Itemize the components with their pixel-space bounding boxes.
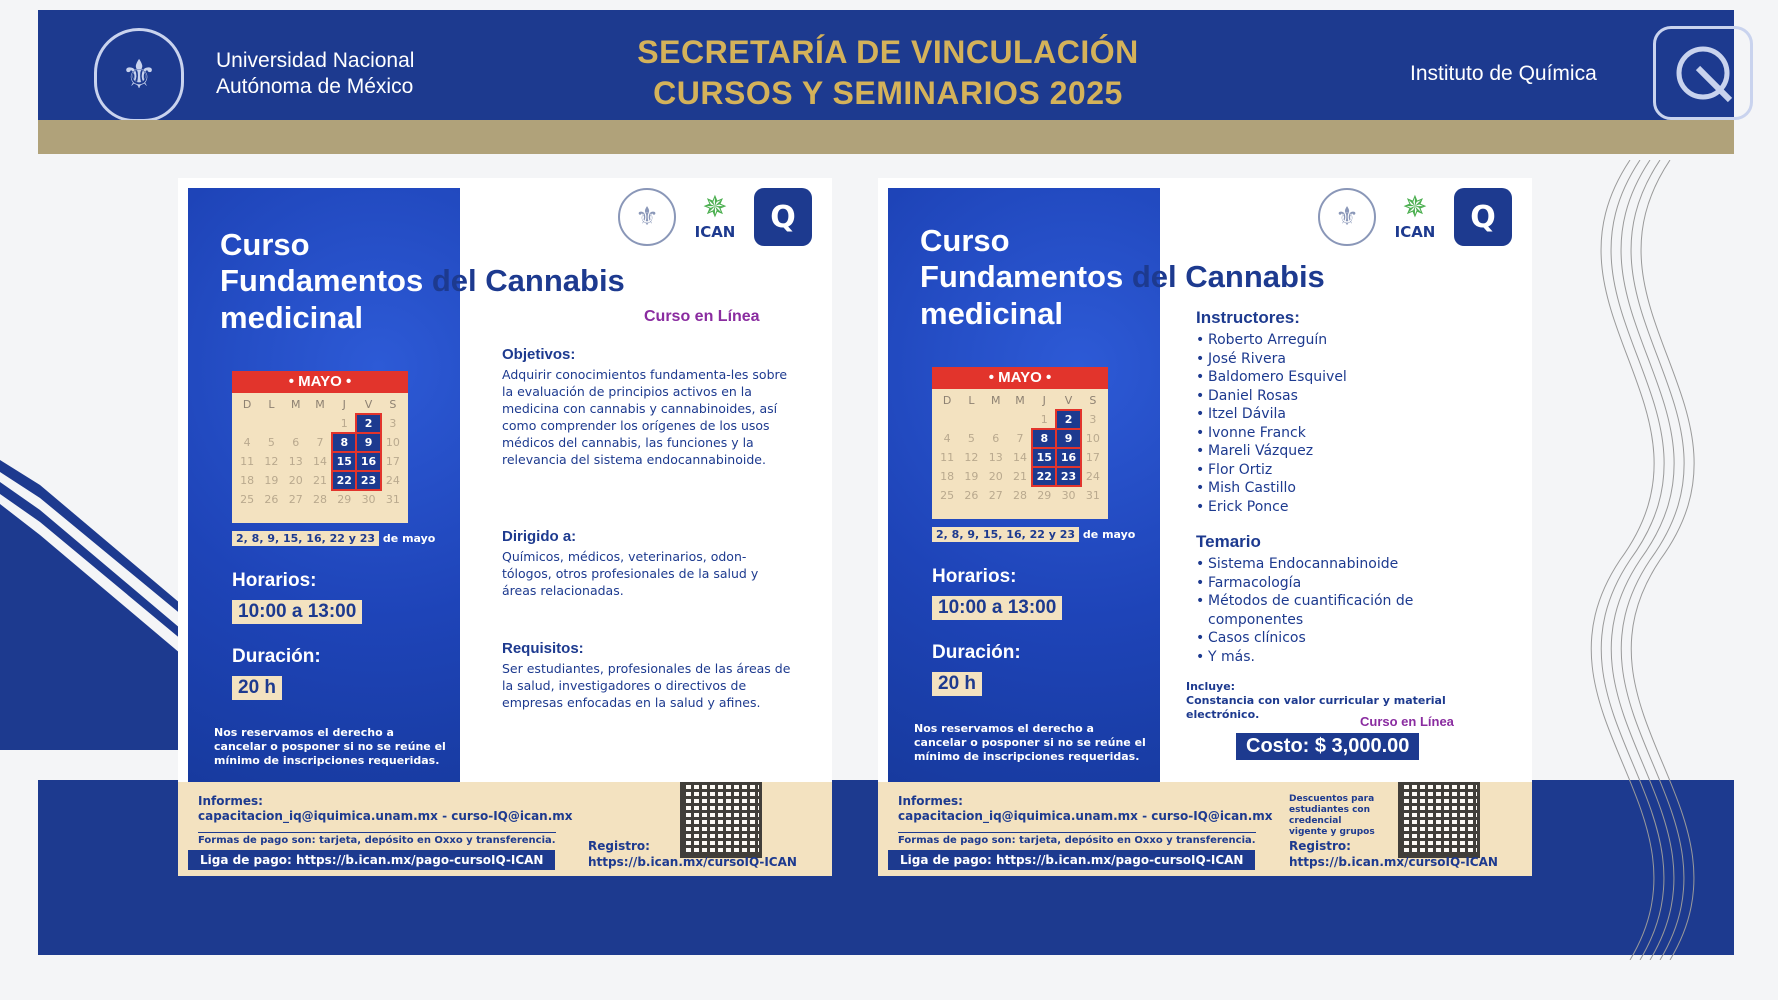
calendar-day: 10 bbox=[1085, 432, 1100, 445]
flyer-footer bbox=[178, 782, 832, 876]
gold-divider bbox=[38, 120, 1734, 154]
payment-forms: Formas de pago son: tarjeta, depósito en Oxxo y transferencia. bbox=[198, 832, 556, 846]
topic-list bbox=[1196, 555, 1496, 666]
calendar-day: 6 bbox=[992, 432, 1000, 445]
calendar-day: 29 bbox=[337, 493, 352, 506]
course-dates: 2, 8, 9, 15, 16, 22 y 23 de mayo bbox=[232, 532, 435, 545]
calendar-day: 26 bbox=[964, 489, 979, 502]
course-title-line3: medicinal bbox=[220, 300, 363, 335]
calendar-day: 3 bbox=[389, 417, 397, 430]
instructor-item: • Flor Ortiz bbox=[1196, 461, 1496, 480]
calendar-day: 29 bbox=[1037, 489, 1052, 502]
modality-label: Curso en Línea bbox=[644, 308, 760, 325]
iq-logo-icon: Q bbox=[754, 188, 812, 246]
calendar-day: 28 bbox=[1012, 489, 1027, 502]
calendar-day: 23 bbox=[1057, 468, 1079, 485]
audience-section: Dirigido a: Químicos, médicos, veterinarios, odon-tólogos, otros profesionales de la salud y áreas relacionadas. bbox=[502, 528, 759, 598]
calendar-day: 5 bbox=[967, 432, 975, 445]
calendar-day: 18 bbox=[240, 474, 255, 487]
calendar-month: • MAYO • bbox=[932, 367, 1108, 389]
calendar-day: 19 bbox=[964, 470, 979, 483]
ican-logo-icon: ✵ ICAN bbox=[1394, 190, 1436, 241]
instructor-item: • Roberto Arreguín bbox=[1196, 331, 1496, 350]
instructor-item: • Erick Ponce bbox=[1196, 498, 1496, 517]
institute-name: Instituto de Química bbox=[1410, 62, 1597, 85]
page-title: SECRETARÍA DE VINCULACIÓN CURSOS Y SEMINARIOS 2025 bbox=[637, 34, 1139, 111]
calendar-day: 20 bbox=[988, 470, 1003, 483]
schedule-value: 10:00 a 13:00 bbox=[232, 600, 362, 624]
instructor-item: • José Rivera bbox=[1196, 350, 1496, 369]
calendar-day: 19 bbox=[264, 474, 279, 487]
calendar-day: 15 bbox=[333, 453, 355, 470]
calendar-weekday: M bbox=[315, 398, 325, 411]
calendar-day: 25 bbox=[940, 489, 955, 502]
calendar-day: 26 bbox=[264, 493, 279, 506]
course-title: Fundamentos del Cannabis bbox=[920, 259, 1325, 294]
calendar-day: 31 bbox=[1085, 489, 1100, 502]
instructor-item: • Baldomero Esquivel bbox=[1196, 368, 1496, 387]
calendar-day: 21 bbox=[1012, 470, 1027, 483]
calendar-day: 27 bbox=[288, 493, 303, 506]
calendar-day: 7 bbox=[1016, 432, 1024, 445]
calendar-grid bbox=[932, 389, 1108, 507]
calendar-day: 30 bbox=[361, 493, 376, 506]
payment-forms: Formas de pago son: tarjeta, depósito en Oxxo y transferencia. bbox=[898, 832, 1256, 846]
calendar-month: • MAYO • bbox=[232, 371, 408, 393]
discount-note: Descuentos para estudiantes con credencial vigente y grupos bbox=[1289, 794, 1375, 837]
calendar-day: 27 bbox=[988, 489, 1003, 502]
calendar-day: 12 bbox=[264, 455, 279, 468]
instructor-item: • Itzel Dávila bbox=[1196, 405, 1496, 424]
duration-value: 20 h bbox=[232, 676, 282, 700]
calendar-weekday: L bbox=[968, 394, 975, 407]
unam-seal-icon: ⚜ bbox=[94, 28, 184, 122]
schedule-label: Horarios: bbox=[932, 566, 1017, 587]
calendar-day bbox=[236, 415, 258, 432]
calendar-day bbox=[960, 411, 982, 428]
calendar-day: 24 bbox=[385, 474, 400, 487]
instructor-item: • Ivonne Franck bbox=[1196, 424, 1496, 443]
disclaimer: Nos reservamos el derecho a cancelar o posponer si no se reúne el mínimo de inscripciones requeridas. bbox=[214, 726, 446, 767]
calendar-day bbox=[260, 415, 282, 432]
modality-label: Curso en Línea bbox=[1360, 714, 1454, 729]
calendar-day: 13 bbox=[288, 455, 303, 468]
calendar-day: 22 bbox=[1033, 468, 1055, 485]
schedule-value: 10:00 a 13:00 bbox=[932, 596, 1062, 620]
calendar-day: 1 bbox=[340, 417, 348, 430]
objectives-section: Objetivos: Adquirir conocimientos fundamenta-les sobre la evaluación de principios activos en la medicina con cannabis y cannabinoides, así como comprender los orígenes de los usos médicos del cannabis, las funciones y la relevancia del sistema endocannabinoide. bbox=[502, 346, 788, 467]
topic-item: • Casos clínicos bbox=[1196, 629, 1496, 648]
course-flyer-left bbox=[178, 178, 832, 876]
calendar-day: 4 bbox=[243, 436, 251, 449]
calendar-day: 20 bbox=[288, 474, 303, 487]
calendar-weekday: M bbox=[990, 394, 1001, 407]
payment-link[interactable]: Liga de pago: https://b.ican.mx/pago-cursoIQ-ICAN bbox=[888, 850, 1255, 870]
duration-label: Duración: bbox=[232, 646, 321, 667]
calendar-day: 12 bbox=[964, 451, 979, 464]
unam-logo-icon: ⚜ bbox=[1318, 188, 1376, 246]
calendar-day: 5 bbox=[267, 436, 275, 449]
calendar-weekday: S bbox=[1089, 394, 1097, 407]
calendar-day: 16 bbox=[357, 453, 379, 470]
calendar-day: 4 bbox=[943, 432, 951, 445]
calendar-weekday: L bbox=[268, 398, 275, 411]
calendar-weekday: D bbox=[942, 394, 952, 407]
partner-logos bbox=[1318, 186, 1512, 248]
calendar-day bbox=[1009, 411, 1031, 428]
calendar-day bbox=[285, 415, 307, 432]
schedule-label: Horarios: bbox=[232, 570, 317, 591]
calendar-day: 8 bbox=[1033, 430, 1055, 447]
calendar-day: 11 bbox=[240, 455, 255, 468]
duration-value: 20 h bbox=[932, 672, 982, 696]
may-calendar bbox=[932, 367, 1108, 519]
calendar-day: 14 bbox=[312, 455, 327, 468]
calendar-weekday: J bbox=[1042, 394, 1046, 407]
calendar-weekday: S bbox=[389, 398, 397, 411]
calendar-day: 7 bbox=[316, 436, 324, 449]
unam-logo-icon: ⚜ bbox=[618, 188, 676, 246]
calendar-weekday: J bbox=[342, 398, 346, 411]
iq-logo-icon bbox=[1653, 26, 1753, 120]
ican-logo-icon: ✵ ICAN bbox=[694, 190, 736, 241]
calendar-day bbox=[309, 415, 331, 432]
calendar-day: 2 bbox=[1057, 411, 1079, 428]
calendar-day: 10 bbox=[385, 436, 400, 449]
calendar-day: 24 bbox=[1085, 470, 1100, 483]
instructor-item: • Mareli Vázquez bbox=[1196, 442, 1496, 461]
info-contact: Informes: capacitacion_iq@iquimica.unam.mx - curso-IQ@ican.mx bbox=[198, 794, 573, 823]
iq-logo-icon: Q bbox=[1454, 188, 1512, 246]
calendar-day: 21 bbox=[312, 474, 327, 487]
calendar-day: 11 bbox=[940, 451, 955, 464]
topic-item: • Farmacología bbox=[1196, 574, 1496, 593]
topic-item: • Sistema Endocannabinoide bbox=[1196, 555, 1496, 574]
calendar-weekday: M bbox=[290, 398, 301, 411]
instructors-section: Instructores: • Roberto Arreguín • José Rivera • Baldomero Esquivel • Daniel Rosas • Itzel Dávila • Ivonne Franck • Mareli Vázquez • Flor Ortiz • Mish Castillo • Erick Ponce bbox=[1196, 308, 1496, 516]
calendar-day: 31 bbox=[385, 493, 400, 506]
instructor-list bbox=[1196, 331, 1496, 516]
calendar-day: 14 bbox=[1012, 451, 1027, 464]
topic-item: • Métodos de cuantificación de componentes bbox=[1196, 592, 1496, 629]
course-flyer-right bbox=[878, 178, 1532, 876]
register-info: Registro: https://b.ican.mx/cursoIQ-ICAN bbox=[1289, 839, 1498, 869]
topics-section: Temario • Sistema Endocannabinoide • Farmacología • Métodos de cuantificación de componentes • Casos clínicos • Y más. bbox=[1196, 532, 1496, 666]
calendar-day: 8 bbox=[333, 434, 355, 451]
payment-link[interactable]: Liga de pago: https://b.ican.mx/pago-cursoIQ-ICAN bbox=[188, 850, 555, 870]
calendar-day: 18 bbox=[940, 470, 955, 483]
requirements-section: Requisitos: Ser estudiantes, profesionales de las áreas de la salud, investigadores o directivos de empresas enfocadas en la salud y afines. bbox=[502, 640, 791, 710]
decorative-wave bbox=[1510, 160, 1770, 960]
calendar-day: 17 bbox=[1085, 451, 1100, 464]
calendar-day: 9 bbox=[357, 434, 379, 451]
header-bar bbox=[38, 10, 1734, 120]
instructor-item: • Daniel Rosas bbox=[1196, 387, 1496, 406]
calendar-day: 25 bbox=[240, 493, 255, 506]
disclaimer: Nos reservamos el derecho a cancelar o posponer si no se reúne el mínimo de inscripciones requeridas. bbox=[914, 722, 1146, 763]
course-title: Fundamentos del Cannabis bbox=[220, 263, 625, 298]
may-calendar bbox=[232, 371, 408, 523]
calendar-day: 30 bbox=[1061, 489, 1076, 502]
calendar-day: 28 bbox=[312, 493, 327, 506]
calendar-day: 15 bbox=[1033, 449, 1055, 466]
calendar-day: 23 bbox=[357, 472, 379, 489]
calendar-day: 6 bbox=[292, 436, 300, 449]
calendar-day: 9 bbox=[1057, 430, 1079, 447]
calendar-day: 3 bbox=[1089, 413, 1097, 426]
course-dates: 2, 8, 9, 15, 16, 22 y 23 de mayo bbox=[932, 528, 1135, 541]
includes-section: Incluye: Constancia con valor curricular y material electrónico. bbox=[1186, 680, 1446, 721]
calendar-grid bbox=[232, 393, 408, 511]
calendar-day: 16 bbox=[1057, 449, 1079, 466]
topic-item: • Y más. bbox=[1196, 648, 1496, 667]
register-info: Registro: https://b.ican.mx/cursoIQ-ICAN bbox=[588, 839, 797, 869]
course-label: Curso bbox=[920, 223, 1010, 258]
calendar-day: 2 bbox=[357, 415, 379, 432]
course-cost: Costo: $ 3,000.00 bbox=[1236, 733, 1419, 760]
calendar-day bbox=[985, 411, 1007, 428]
flyer-footer bbox=[878, 782, 1532, 876]
partner-logos bbox=[618, 186, 812, 248]
calendar-day: 17 bbox=[385, 455, 400, 468]
calendar-weekday: V bbox=[364, 398, 373, 411]
decorative-stripes bbox=[0, 460, 200, 750]
course-title-line3: medicinal bbox=[920, 296, 1063, 331]
calendar-day: 22 bbox=[333, 472, 355, 489]
info-contact: Informes: capacitacion_iq@iquimica.unam.mx - curso-IQ@ican.mx bbox=[898, 794, 1273, 823]
duration-label: Duración: bbox=[932, 642, 1021, 663]
calendar-day: 1 bbox=[1040, 413, 1048, 426]
calendar-weekday: M bbox=[1015, 394, 1025, 407]
instructor-item: • Mish Castillo bbox=[1196, 479, 1496, 498]
calendar-weekday: D bbox=[242, 398, 252, 411]
course-label: Curso bbox=[220, 227, 310, 262]
calendar-day bbox=[936, 411, 958, 428]
calendar-weekday: V bbox=[1064, 394, 1073, 407]
calendar-day: 13 bbox=[988, 451, 1003, 464]
university-name: Universidad Nacional Autónoma de México bbox=[216, 49, 415, 98]
